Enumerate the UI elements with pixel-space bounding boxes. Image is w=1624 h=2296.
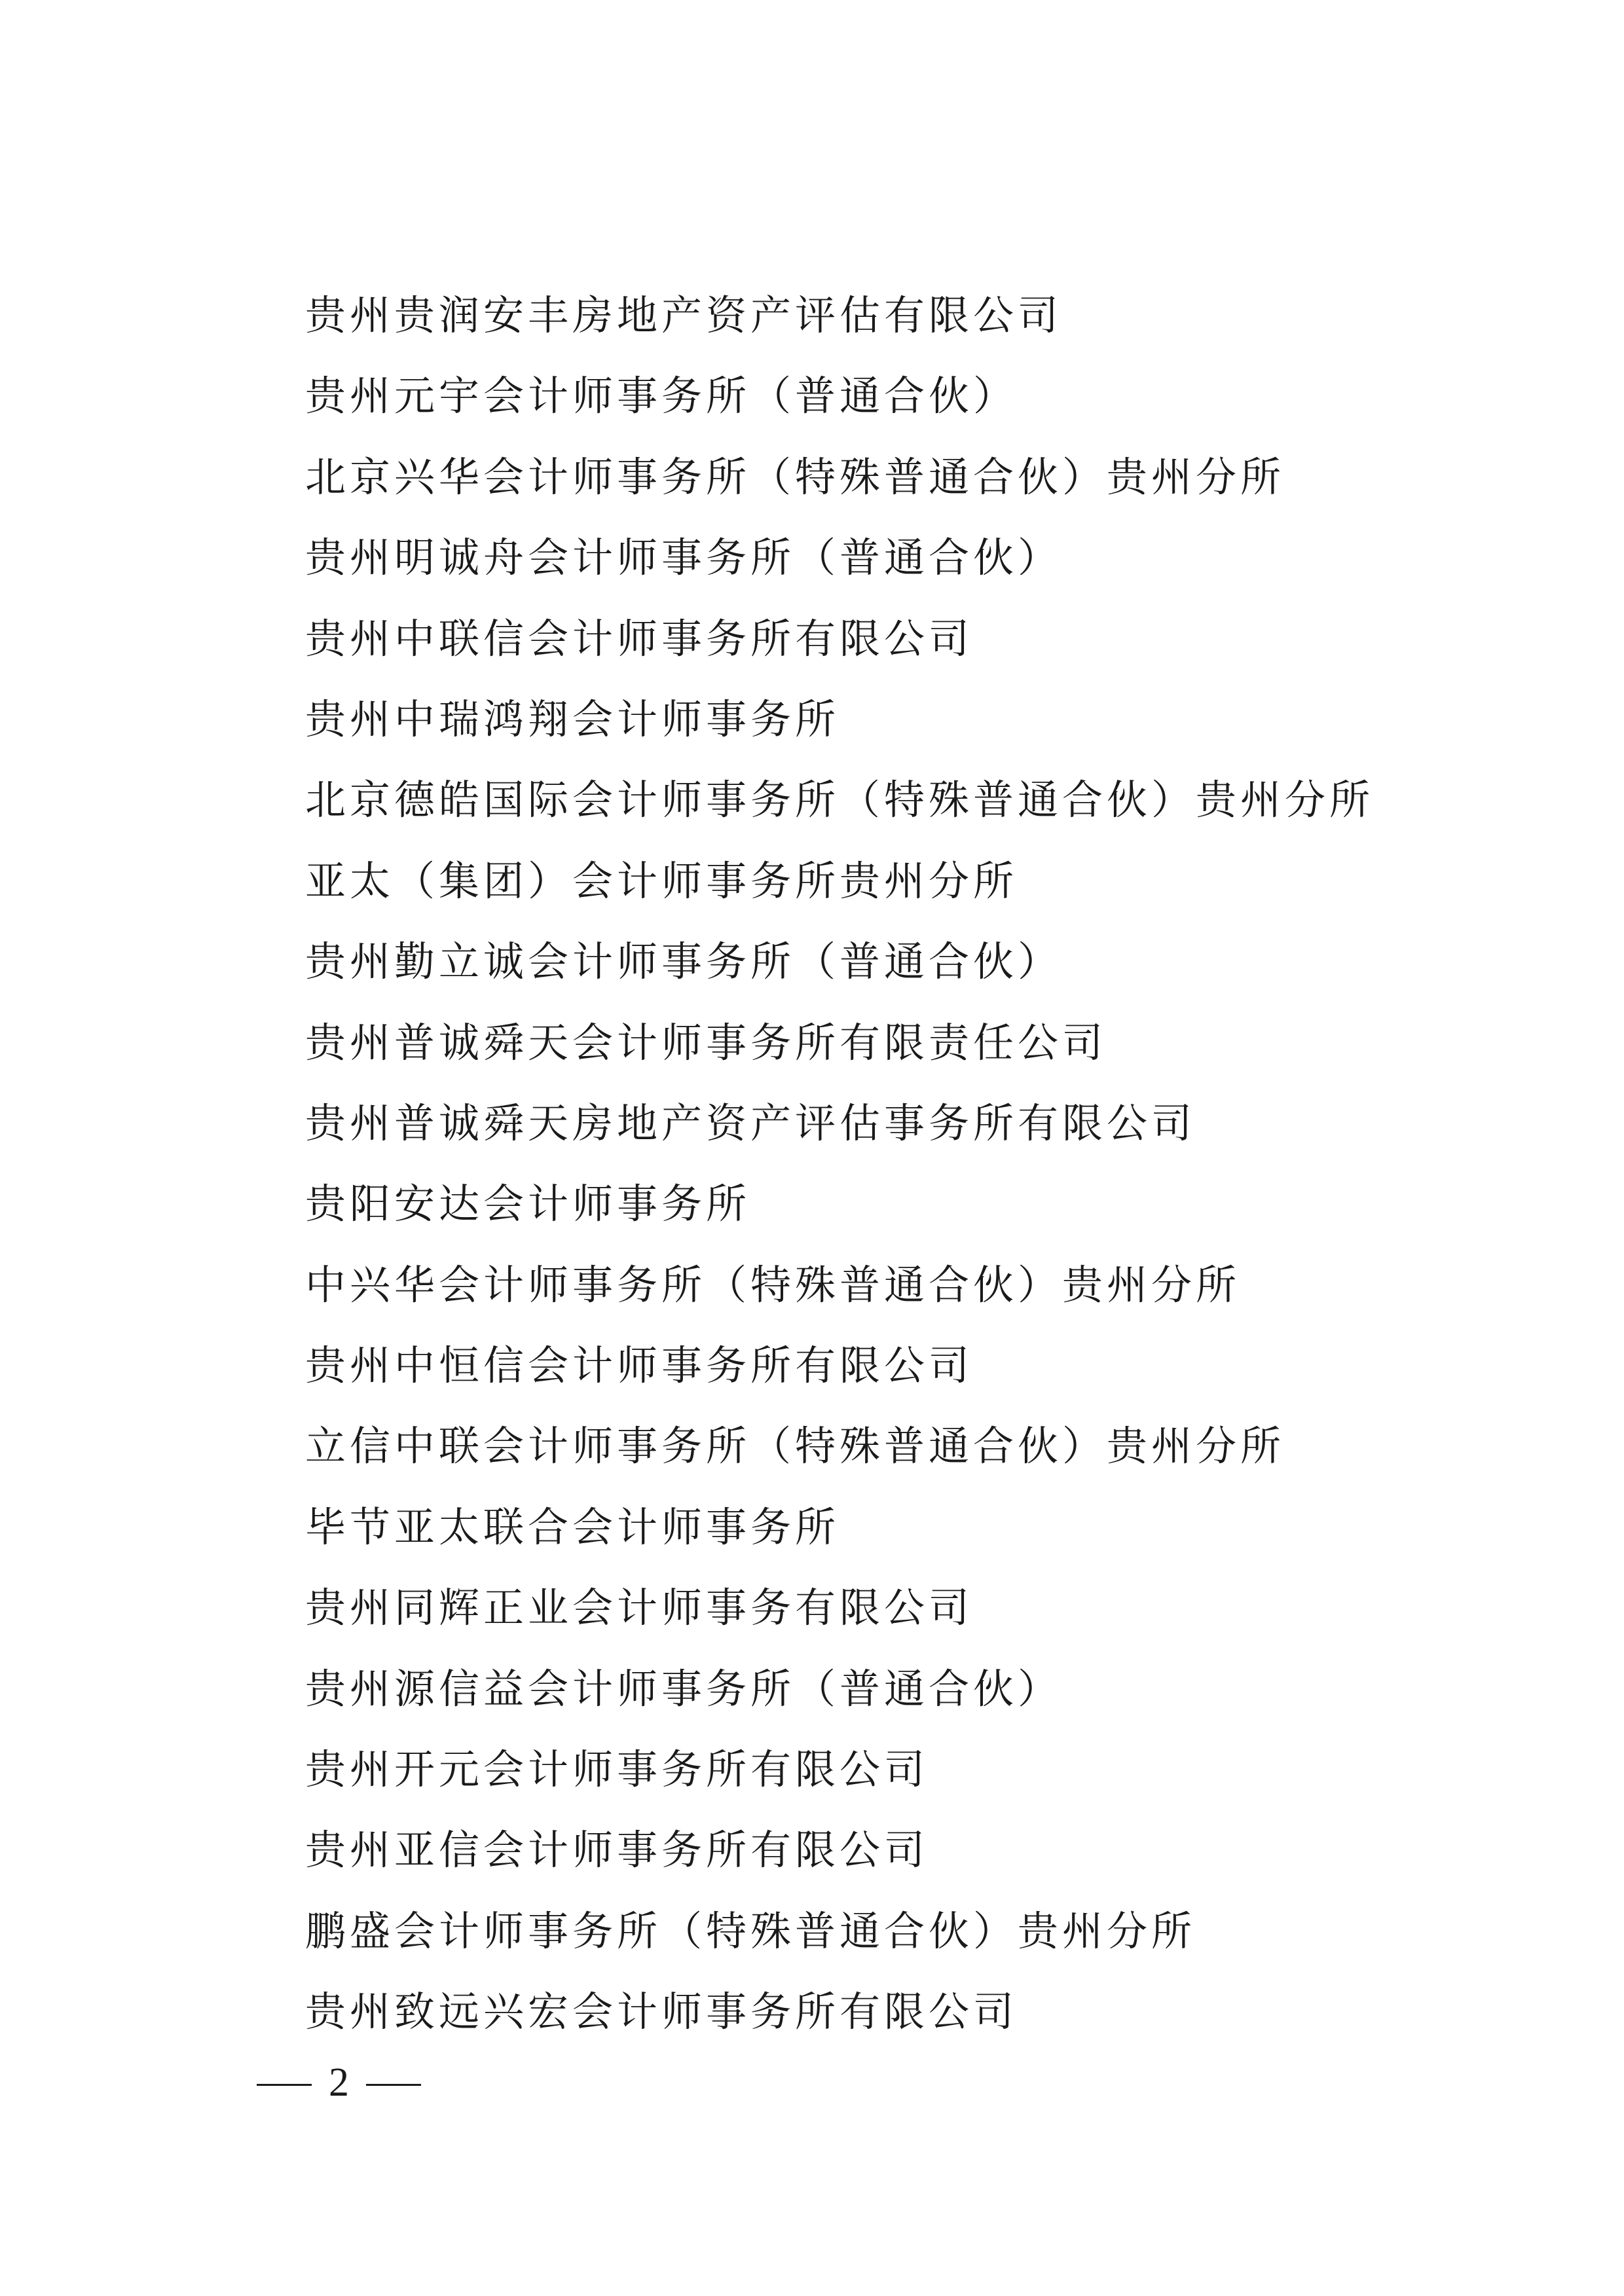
list-item: 贵州中恒信会计师事务所有限公司 xyxy=(305,1341,974,1390)
list-item: 贵州勤立诚会计师事务所（普通合伙） xyxy=(305,938,1063,986)
list-item: 贵州致远兴宏会计师事务所有限公司 xyxy=(305,1988,1018,2036)
list-item: 亚太（集团）会计师事务所贵州分所 xyxy=(305,856,1018,905)
firm-list xyxy=(305,275,1374,2052)
left-dash xyxy=(257,2084,312,2086)
list-item: 北京兴华会计师事务所（特殊普通合伙）贵州分所 xyxy=(305,452,1285,501)
right-dash xyxy=(366,2084,421,2086)
list-item: 贵州明诚舟会计师事务所（普通合伙） xyxy=(305,534,1063,582)
list-item: 北京德皓国际会计师事务所（特殊普通合伙）贵州分所 xyxy=(305,776,1375,824)
list-item: 贵州源信益会计师事务所（普通合伙） xyxy=(305,1664,1063,1713)
page-number: 2 xyxy=(329,2060,349,2105)
list-item: 立信中联会计师事务所（特殊普通合伙）贵州分所 xyxy=(305,1422,1285,1470)
list-item: 贵州中瑞鸿翔会计师事务所 xyxy=(305,695,840,743)
list-item: 贵州元宇会计师事务所（普通合伙） xyxy=(305,372,1018,420)
list-item: 中兴华会计师事务所（特殊普通合伙）贵州分所 xyxy=(305,1260,1241,1309)
list-item: 贵州开元会计师事务所有限公司 xyxy=(305,1745,929,1794)
list-item: 贵阳安达会计师事务所 xyxy=(305,1180,751,1228)
list-item: 贵州贵润安丰房地产资产评估有限公司 xyxy=(305,291,1063,339)
list-item: 贵州同辉正业会计师事务有限公司 xyxy=(305,1584,974,1632)
page-footer xyxy=(257,2056,421,2108)
list-item: 毕节亚太联合会计师事务所 xyxy=(305,1503,840,1551)
list-item: 贵州普诚舜天房地产资产评估事务所有限公司 xyxy=(305,1099,1196,1147)
list-item: 鹏盛会计师事务所（特殊普通合伙）贵州分所 xyxy=(305,1906,1196,1955)
list-item: 贵州普诚舜天会计师事务所有限责任公司 xyxy=(305,1018,1107,1066)
list-item: 贵州亚信会计师事务所有限公司 xyxy=(305,1826,929,1874)
list-item: 贵州中联信会计师事务所有限公司 xyxy=(305,614,974,663)
